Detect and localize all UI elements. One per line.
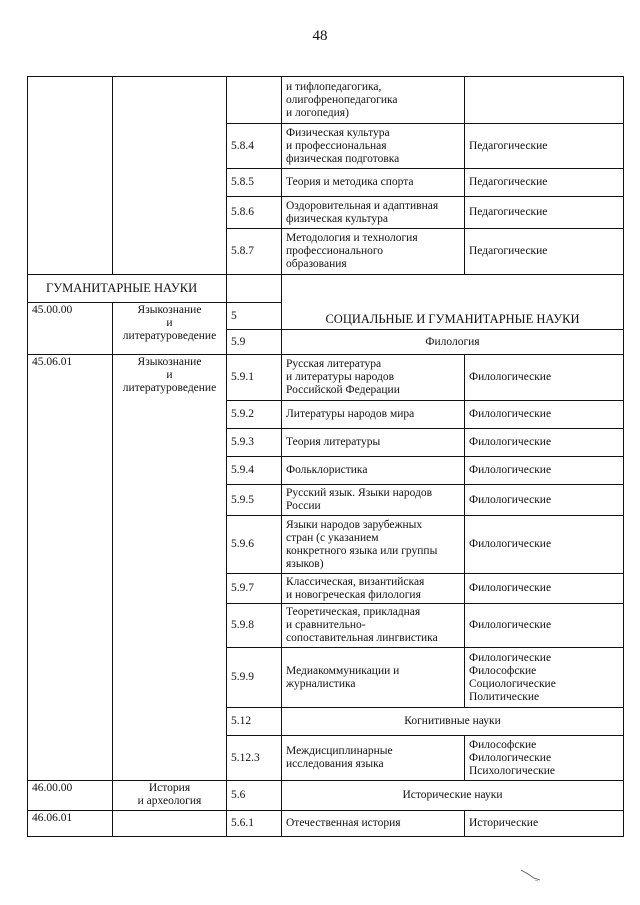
specialty-code: 5.12 (227, 708, 282, 736)
text-line: Языкознание (137, 356, 202, 368)
specialty-name (282, 229, 465, 275)
specialty-code: 5.9.9 (227, 648, 282, 708)
text-line: Политические (469, 690, 540, 703)
table-row (28, 77, 624, 124)
specialty-name (282, 516, 465, 574)
specialty-code: 5.9.7 (227, 574, 282, 604)
empty-code-cell (28, 77, 113, 275)
direction-code: 46.00.00 (28, 781, 113, 811)
text-line: физическая подготовка (286, 152, 400, 165)
specialty-name (282, 604, 465, 648)
text-line: и профессиональная (286, 139, 387, 152)
specialty-name: Теория литературы (282, 429, 465, 457)
text-line: журналистика (286, 677, 356, 690)
science-branch: Педагогические (465, 169, 624, 197)
text-line: и (166, 317, 173, 329)
specialty-name (282, 355, 465, 401)
text-line: России (286, 500, 321, 512)
specialty-name (282, 736, 465, 781)
specialty-code: 5.9.3 (227, 429, 282, 457)
specialty-code: 5.6.1 (227, 811, 282, 837)
science-branch: Филологические (465, 485, 624, 516)
specialty-code: 5.8.6 (227, 197, 282, 229)
specialty-name (282, 124, 465, 169)
science-branch: Филологические (465, 355, 624, 401)
text-line: олигофренопедагогика (286, 93, 398, 106)
specialty-name: Теория и методика спорта (282, 169, 465, 197)
direction-name (113, 355, 227, 781)
text-line: Филологические (469, 751, 552, 764)
text-line: Междисциплинарные (286, 745, 393, 757)
text-line: исследования языка (286, 758, 384, 770)
specialty-name (282, 485, 465, 516)
text-line: Оздоровительная и адаптивная (286, 199, 439, 212)
text-line: Русская литература (286, 358, 382, 370)
text-line: Языки народов зарубежных (286, 518, 423, 531)
specialty-code: 5.9.4 (227, 457, 282, 485)
text-line: Физическая культура (286, 126, 390, 139)
specialty-code: 5.12.3 (227, 736, 282, 781)
section-row (28, 275, 624, 303)
specialty-name (282, 648, 465, 708)
direction-code: 45.06.01 (28, 355, 113, 781)
text-line: Философские (469, 738, 537, 751)
text-line: и археология (137, 795, 202, 807)
specialty-code: 5.9.5 (227, 485, 282, 516)
specialty-name (282, 197, 465, 229)
specialty-code: 5.8.4 (227, 124, 282, 169)
science-branch: Филологические (465, 516, 624, 574)
science-branch: Исторические (465, 811, 624, 837)
text-line: и сравнительно- (286, 619, 366, 631)
text-line: Методология и технология (286, 232, 418, 244)
science-branch: Филологические (465, 574, 624, 604)
direction-name (113, 303, 227, 355)
science-branch: Педагогические (465, 229, 624, 275)
science-branch (465, 736, 624, 781)
text-line: Медиакоммуникации и (286, 664, 400, 677)
group-title: Филология (282, 330, 624, 355)
specialty-code: 5.9.8 (227, 604, 282, 648)
text-line: профессионального (286, 245, 384, 257)
science-branch: Филологические (465, 604, 624, 648)
text-line: Русский язык. Языки народов (286, 487, 433, 499)
specialty-name (282, 574, 465, 604)
text-line: Классическая, византийская (286, 575, 425, 588)
text-line: и логопедия) (286, 106, 349, 119)
specialty-code: 5.8.7 (227, 229, 282, 275)
text-line: образования (286, 258, 347, 270)
specialty-code (227, 77, 282, 124)
empty-code-cell (227, 275, 282, 303)
table-row (28, 811, 624, 837)
direction-code: 45.00.00 (28, 303, 113, 355)
empty-direction-cell (113, 77, 227, 275)
specialty-code: 5.9 (227, 330, 282, 355)
specialty-name: Отечественная история (282, 811, 465, 837)
specialty-code: 5.8.5 (227, 169, 282, 197)
direction-code: 46.06.01 (28, 811, 113, 837)
text-line: и (166, 369, 173, 381)
specialty-code: 5.6 (227, 781, 282, 811)
science-branch (465, 648, 624, 708)
science-branch: Филологические (465, 457, 624, 485)
science-branch: Педагогические (465, 124, 624, 169)
group-title: Исторические науки (282, 781, 624, 811)
table-row (28, 355, 624, 401)
text-line: конкретного языка или группы (286, 544, 438, 557)
text-line: Теоретическая, прикладная (286, 606, 421, 618)
text-line: Социологические (469, 677, 556, 690)
text-line: Философские (469, 664, 537, 677)
specialty-code: 5.9.2 (227, 401, 282, 429)
text-line: Российской Федерации (286, 384, 400, 396)
text-line: и литературы народов (286, 371, 395, 383)
text-line: литературоведение (122, 382, 217, 394)
science-branch: Филологические (465, 429, 624, 457)
pen-mark-icon (520, 868, 542, 882)
text-line: и новогреческая филология (286, 588, 421, 601)
science-branch (465, 77, 624, 124)
page-number: 48 (312, 28, 328, 44)
direction-name (113, 781, 227, 811)
social-sciences-title: СОЦИАЛЬНЫЕ И ГУМАНИТАРНЫЕ НАУКИ (282, 275, 624, 330)
specialty-code: 5 (227, 303, 282, 330)
group-title: Когнитивные науки (282, 708, 624, 736)
text-line: Психологические (469, 764, 555, 777)
science-branch: Филологические (465, 401, 624, 429)
section-title: ГУМАНИТАРНЫЕ НАУКИ (28, 275, 227, 303)
text-line: литературоведение (122, 330, 217, 342)
specialty-name: Литературы народов мира (282, 401, 465, 429)
text-line: физическая культура (286, 212, 388, 225)
text-line: сопоставительная лингвистика (286, 632, 438, 644)
specialty-code: 5.9.1 (227, 355, 282, 401)
science-branch: Педагогические (465, 197, 624, 229)
text-line: Филологические (469, 651, 552, 664)
table-row (28, 781, 624, 811)
text-line: Языкознание (137, 304, 202, 316)
specialty-name: Фольклористика (282, 457, 465, 485)
text-line: и тифлопедагогика, (286, 80, 382, 93)
specialties-table (27, 76, 624, 837)
specialty-name (282, 77, 465, 124)
text-line: стран (с указанием (286, 531, 379, 544)
text-line: языков) (286, 557, 324, 570)
text-line: История (148, 782, 191, 794)
empty-direction-cell (113, 811, 227, 837)
specialty-code: 5.9.6 (227, 516, 282, 574)
